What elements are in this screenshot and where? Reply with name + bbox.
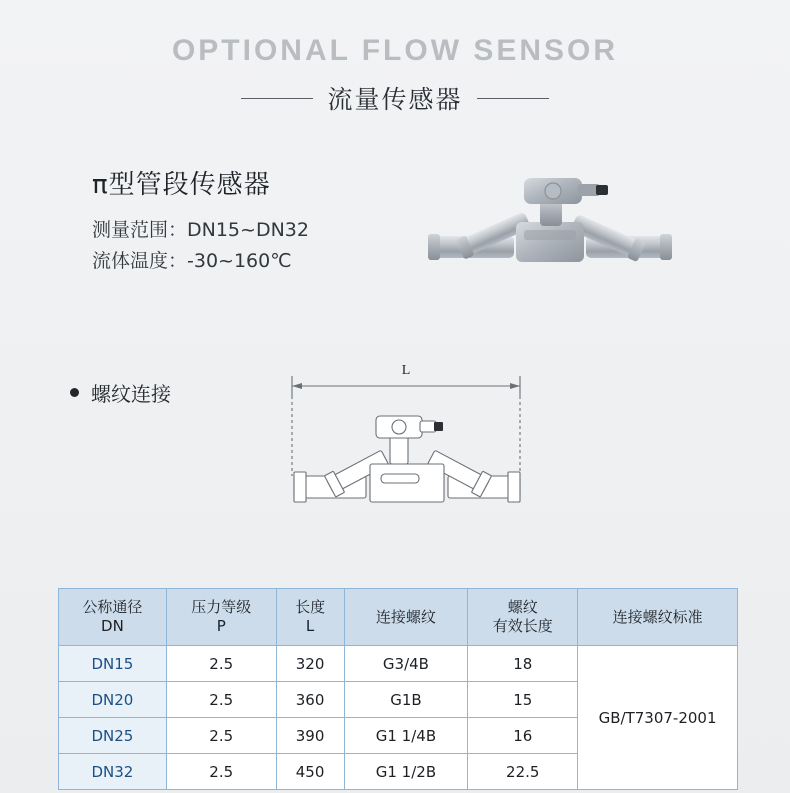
col-header-pressure-line2: P	[216, 617, 226, 635]
cell-thread: G1 1/2B	[344, 754, 468, 790]
cell-dn: DN20	[59, 682, 167, 718]
subtitle-row	[0, 80, 790, 116]
product-name: π型管段传感器	[92, 170, 271, 200]
cell-pressure: 2.5	[166, 682, 276, 718]
divider-line-left	[241, 98, 313, 99]
cell-pressure: 2.5	[166, 646, 276, 682]
bullet-dot-icon	[70, 388, 79, 397]
col-header-dn-line1: 公称通径	[82, 598, 143, 617]
col-header-length-line2: L	[305, 617, 315, 635]
cell-dn: DN25	[59, 718, 167, 754]
dimension-label-L: L	[401, 363, 411, 378]
feature-section	[0, 358, 790, 543]
col-header-length-line1: 长度	[295, 598, 326, 617]
spec-measuring-range: 测量范围：DN15~DN32	[92, 219, 309, 241]
feature-bullet	[70, 378, 171, 407]
spec-table	[58, 588, 738, 790]
cell-length: 390	[276, 718, 344, 754]
cell-length: 360	[276, 682, 344, 718]
table-row	[59, 646, 738, 682]
cell-effective-length: 16	[468, 718, 578, 754]
cell-thread: G1 1/4B	[344, 718, 468, 754]
cell-dn: DN32	[59, 754, 167, 790]
col-header-pressure	[166, 589, 276, 646]
spec-table-body	[59, 646, 738, 790]
col-header-eff-line1: 螺纹	[507, 598, 538, 617]
col-header-thread-effective-length	[468, 589, 578, 646]
flow-sensor-photo-svg	[420, 164, 680, 314]
cell-pressure: 2.5	[166, 718, 276, 754]
cell-length: 320	[276, 646, 344, 682]
cell-thread-standard: GB/T7307-2001	[578, 646, 738, 790]
cell-effective-length: 18	[468, 646, 578, 682]
product-photo	[420, 164, 680, 314]
spec-table-container	[58, 588, 738, 790]
col-header-dn	[59, 589, 167, 646]
col-header-standard-line1: 连接螺纹标准	[612, 607, 703, 626]
cell-thread: G3/4B	[344, 646, 468, 682]
spec-table-head	[59, 589, 738, 646]
page-title-en: OPTIONAL FLOW SENSOR	[171, 34, 619, 67]
page-header	[0, 0, 790, 116]
col-header-thread	[344, 589, 468, 646]
technical-drawing	[280, 358, 540, 528]
col-header-length	[276, 589, 344, 646]
cell-pressure: 2.5	[166, 754, 276, 790]
table-header-row	[59, 589, 738, 646]
cell-effective-length: 22.5	[468, 754, 578, 790]
col-header-thread-standard	[578, 589, 738, 646]
feature-bullet-label: 螺纹连接	[91, 382, 171, 406]
spec-fluid-temperature: 流体温度：-30~160℃	[92, 250, 292, 273]
product-text-block	[92, 164, 309, 278]
cell-length: 450	[276, 754, 344, 790]
technical-drawing-svg	[280, 358, 540, 528]
product-section	[0, 164, 790, 344]
divider-line-right	[477, 98, 549, 99]
page-title-cn: 流量传感器	[327, 85, 463, 114]
col-header-dn-line2: DN	[101, 617, 124, 635]
cell-dn: DN15	[59, 646, 167, 682]
cell-thread: G1B	[344, 682, 468, 718]
col-header-eff-line2: 有效长度	[492, 617, 553, 635]
product-spec-block	[92, 215, 309, 278]
col-header-pressure-line1: 压力等级	[191, 598, 252, 617]
cell-effective-length: 15	[468, 682, 578, 718]
col-header-thread-line1: 连接螺纹	[375, 607, 436, 626]
